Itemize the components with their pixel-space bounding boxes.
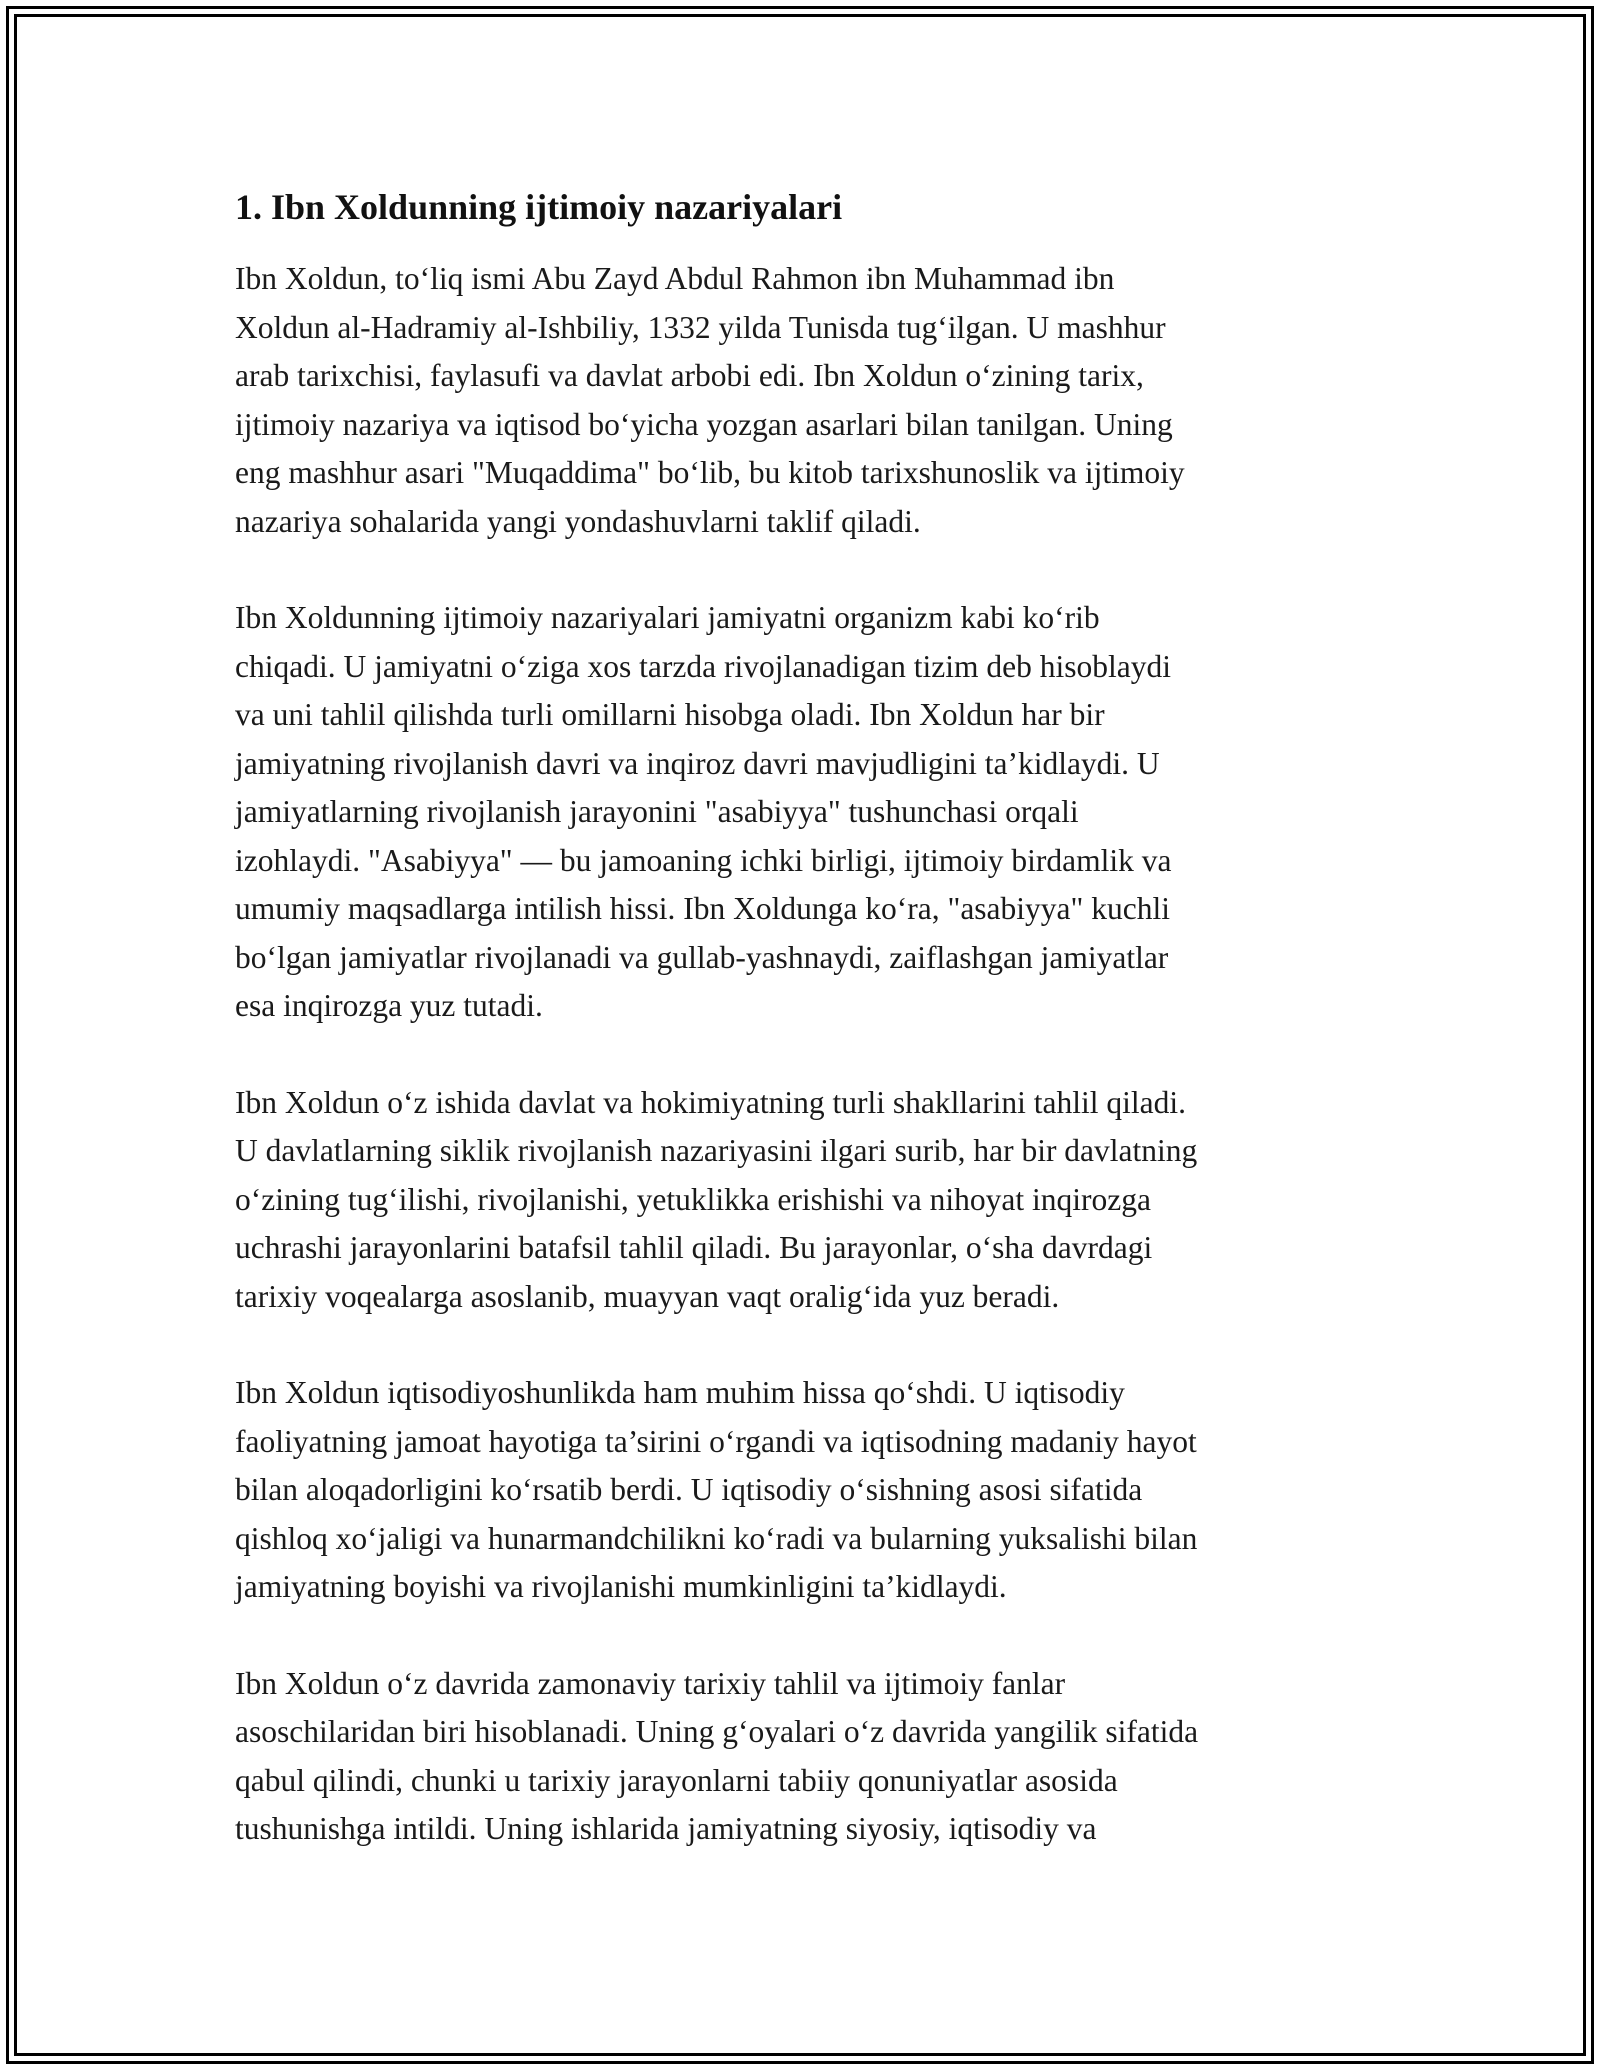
paragraph-line: Ibn Xoldun o‘z ishida davlat va hokimiyatning turli shakllarini tahlil qiladi. <box>235 1084 1186 1120</box>
paragraph-5 <box>235 1660 1375 1854</box>
paragraph-line: faoliyatning jamoat hayotiga ta’sirini o‘rgandi va iqtisodning madaniy hayot <box>235 1423 1197 1459</box>
paragraph-line: jamiyatning rivojlanish davri va inqiroz davri mavjudligini ta’kidlaydi. U <box>235 745 1160 781</box>
paragraph-line: ijtimoiy nazariya va iqtisod bo‘yicha yozgan asarlari bilan tanilgan. Uning <box>235 406 1173 442</box>
document-body <box>235 185 1375 1902</box>
paragraph-line: chiqadi. U jamiyatni o‘ziga xos tarzda rivojlanadigan tizim deb hisoblaydi <box>235 648 1171 684</box>
paragraph-line: arab tarixchisi, faylasufi va davlat arbobi edi. Ibn Xoldun o‘zining tarix, <box>235 358 1144 393</box>
paragraph-line: Ibn Xoldun, to‘liq ismi Abu Zayd Abdul Rahmon ibn Muhammad ibn <box>235 261 1115 296</box>
paragraph-line: bilan aloqadorligini ko‘rsatib berdi. U iqtisodiy o‘sishning asosi sifatida <box>235 1472 1143 1507</box>
paragraph-line: tarixiy voqealarga asoslanib, muayyan vaqt oralig‘ida yuz beradi. <box>235 1278 1060 1314</box>
paragraph-line: uchrashi jarayonlarini batafsil tahlil qiladi. Bu jarayonlar, o‘sha davrdagi <box>235 1230 1153 1265</box>
paragraph-2 <box>235 594 1375 1031</box>
paragraph-line: Ibn Xoldun o‘z davrida zamonaviy tarixiy tahlil va ijtimoiy fanlar <box>235 1665 1066 1701</box>
paragraph-line: Xoldun al-Hadramiy al-Ishbiliy, 1332 yilda Tunisda tug‘ilgan. U mashhur <box>235 309 1166 345</box>
paragraph-line: asoschilaridan biri hisoblanadi. Uning g‘oyalari o‘z davrida yangilik sifatida <box>235 1714 1199 1749</box>
section-heading: 1. Ibn Xoldunning ijtimoiy nazariyalari <box>235 187 843 227</box>
paragraph-line: eng mashhur asari "Muqaddima" bo‘lib, bu kitob tarixshunoslik va ijtimoiy <box>235 455 1185 490</box>
paragraph-line: nazariya sohalarida yangi yondashuvlarni taklif qiladi. <box>235 503 921 539</box>
paragraph-line: Ibn Xoldunning ijtimoiy nazariyalari jamiyatni organizm kabi ko‘rib <box>235 600 1100 635</box>
paragraph-line: Ibn Xoldun iqtisodiyoshunlikda ham muhim hissa qo‘shdi. U iqtisodiy <box>235 1375 1125 1410</box>
paragraph-line: tushunishga intildi. Uning ishlarida jamiyatning siyosiy, iqtisodiy va <box>235 1811 1097 1846</box>
paragraph-line: o‘zining tug‘ilishi, rivojlanishi, yetuklikka erishishi va nihoyat inqirozga <box>235 1181 1151 1217</box>
paragraph-line: U davlatlarning siklik rivojlanish nazariyasini ilgari surib, har bir davlatning <box>235 1133 1198 1168</box>
paragraph-line: jamiyatning boyishi va rivojlanishi mumkinligini ta’kidlaydi. <box>235 1569 1007 1604</box>
paragraph-3 <box>235 1079 1375 1322</box>
paragraph-line: va uni tahlil qilishda turli omillarni hisobga oladi. Ibn Xoldun har bir <box>235 697 1105 732</box>
paragraph-line: bo‘lgan jamiyatlar rivojlanadi va gullab-yashnaydi, zaiflashgan jamiyatlar <box>235 939 1169 975</box>
paragraph-line: qishloq xo‘jaligi va hunarmandchilikni ko‘radi va bularning yuksalishi bilan <box>235 1520 1198 1556</box>
paragraph-line: jamiyatlarning rivojlanish jarayonini "asabiyya" tushunchasi orqali <box>235 794 1079 829</box>
paragraph-4 <box>235 1369 1375 1612</box>
paragraph-1 <box>235 255 1375 546</box>
paragraph-line: umumiy maqsadlarga intilish hissi. Ibn Xoldunga ko‘ra, "asabiyya" kuchli <box>235 891 1170 926</box>
paragraph-line: esa inqirozga yuz tutadi. <box>235 988 543 1023</box>
paragraph-line: izohlaydi. "Asabiyya" — bu jamoaning ichki birligi, ijtimoiy birdamlik va <box>235 842 1172 878</box>
paragraph-line: qabul qilindi, chunki u tarixiy jarayonlarni tabiiy qonuniyatlar asosida <box>235 1762 1118 1798</box>
